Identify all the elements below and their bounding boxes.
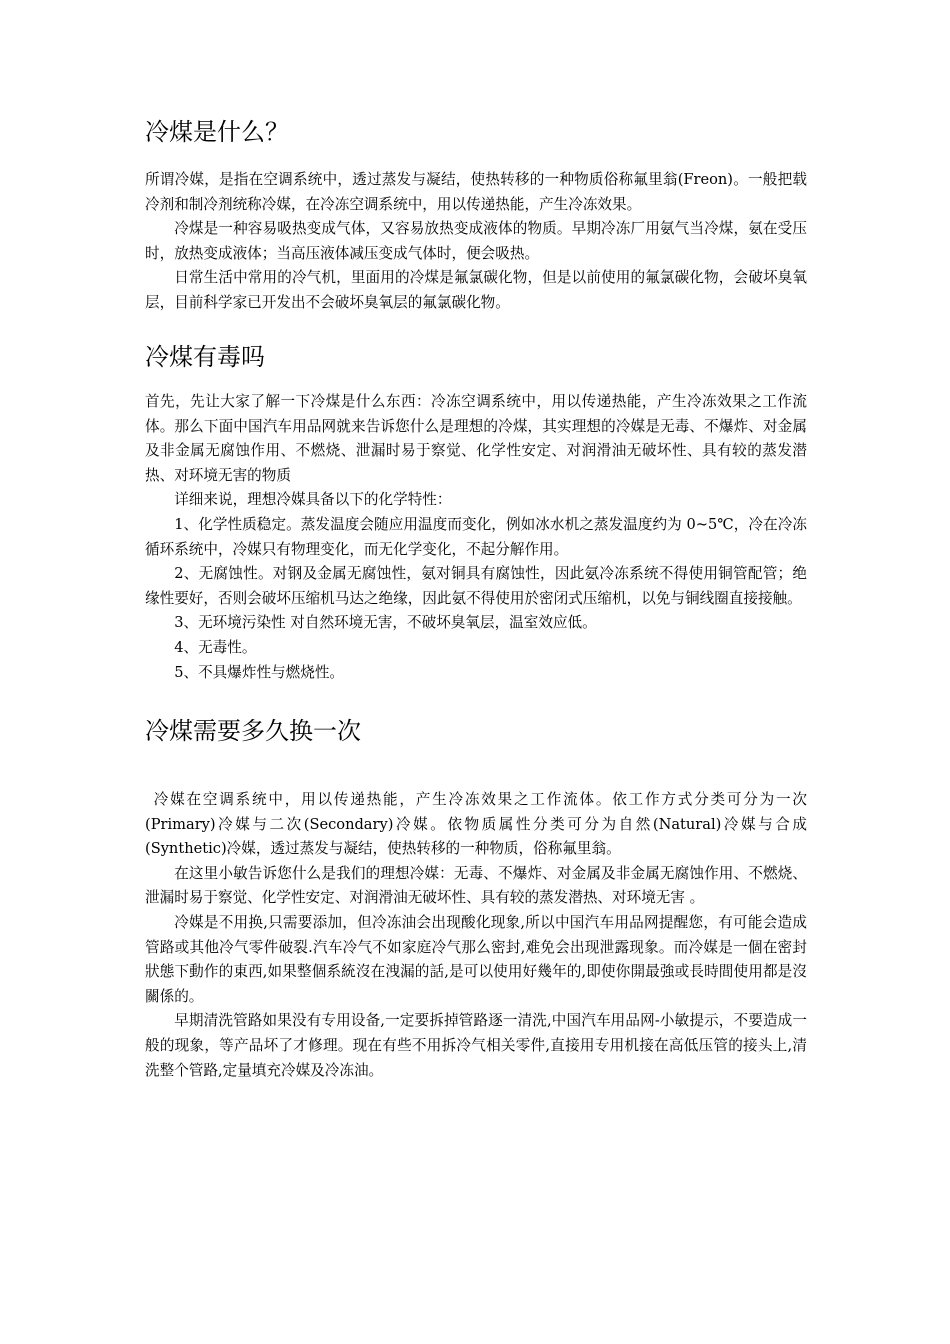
section-2-title: 冷煤有毒吗 bbox=[145, 343, 265, 371]
section-1-paragraph-1: 所谓冷媒，是指在空调系统中，透过蒸发与凝结，使热转移的一种物质俗称氟里翁(Freon)。一般把载冷剂和制冷剂统称冷媒，在冷冻空调系统中，用以传递热能，产生冷冻效果。 bbox=[145, 171, 807, 213]
section-2-list-item-5: 5、不具爆炸性与燃烧性。 bbox=[174, 663, 345, 681]
section-2-paragraph-2: 详细来说，理想冷媒具备以下的化学特性： bbox=[174, 491, 452, 509]
section-2-body bbox=[145, 390, 807, 685]
section-2-paragraph-1: 首先，先让大家了解一下冷煤是什么东西：冷冻空调系统中，用以传递热能，产生冷冻效果之工作流体。那么下面中国汽车用品网就来告诉您什么是理想的冷煤，其实理想的冷媒是无毒、不爆炸、对金属及非金属无腐蚀作用、不燃烧、泄漏时易于察觉、化学性安定、对润滑油无破坏性、具有较的蒸发潜热、对环境无害的物质 bbox=[145, 393, 807, 484]
section-3-paragraph-2: 在这里小敏告诉您什么是我们的理想冷媒：无毒、不爆炸、对金属及非金属无腐蚀作用、不燃烧、泄漏时易于察觉、化学性安定、对润滑油无破坏性、具有较的蒸发潜热、对环境无害 。 bbox=[145, 864, 807, 907]
section-2-list-item-2: 2、无腐蚀性。对钢及金属无腐蚀性，氨对铜具有腐蚀性，因此氨冷冻系统不得使用铜管配管；绝缘性要好，否则会破坏压缩机马达之绝缘，因此氨不得使用於密闭式压缩机，以免与铜线圈直接接触。 bbox=[145, 565, 807, 607]
section-3-paragraph-1: 冷媒在空调系统中，用以传递热能，产生冷冻效果之工作流体。依工作方式分类可分为一次(Primary)冷媒与二次(Secondary)冷媒。依物质属性分类可分为自然(Natural)冷媒与合成(Synthetic)冷媒，透过蒸发与凝结，使热转移的一种物质，俗称氟里翁。 bbox=[145, 791, 807, 858]
section-1-paragraph-2: 冷煤是一种容易吸热变成气体，又容易放热变成液体的物质。早期冷冻厂用氨气当冷煤，氨在受压时，放热变成液体；当高压液体减压变成气体时，便会吸热。 bbox=[145, 220, 807, 262]
section-3-title: 冷煤需要多久换一次 bbox=[145, 717, 361, 745]
section-3-body bbox=[145, 788, 807, 1083]
section-3-paragraph-4: 早期清洗管路如果没有专用设备,一定要拆掉管路逐一清洗,中国汽车用品网-小敏提示，不要造成一般的现象，等产品坏了才修理。现在有些不用拆冷气相关零件,直接用专用机接在高低压管的接头上,清洗整个管路,定量填充冷媒及冷冻油。 bbox=[145, 1012, 807, 1079]
section-1-paragraph-3: 日常生活中常用的冷气机，里面用的冷煤是氟氯碳化物，但是以前使用的氟氯碳化物，会破坏臭氧层，目前科学家已开发出不会破坏臭氧层的氟氯碳化物。 bbox=[145, 269, 807, 311]
section-1-body bbox=[145, 168, 807, 316]
section-1-title: 冷煤是什么？ bbox=[145, 118, 289, 146]
section-3-paragraph-3: 冷媒是不用换,只需要添加，但冷冻油会出现酸化现象,所以中国汽车用品网提醒您，有可能会造成管路或其他冷气零件破裂.汽车冷气不如家庭冷气那么密封,难免会出现泄露现象。而冷媒是一個在密封狀態下動作的東西,如果整個系統沒在洩漏的話,是可以使用好幾年的,即使你開最強或長時間使用都是沒關係的。 bbox=[145, 913, 807, 1005]
section-2-list-item-4: 4、无毒性。 bbox=[174, 638, 257, 656]
section-2-list-item-3: 3、无环境污染性 对自然环境无害，不破坏臭氧层，温室效应低。 bbox=[174, 614, 597, 632]
section-2-list-item-1: 1、化学性质稳定。蒸发温度会随应用温度而变化，例如冰水机之蒸发温度约为 0~5℃，冷在冷冻循环系统中，冷媒只有物理变化，而无化学变化，不起分解作用。 bbox=[145, 515, 807, 558]
